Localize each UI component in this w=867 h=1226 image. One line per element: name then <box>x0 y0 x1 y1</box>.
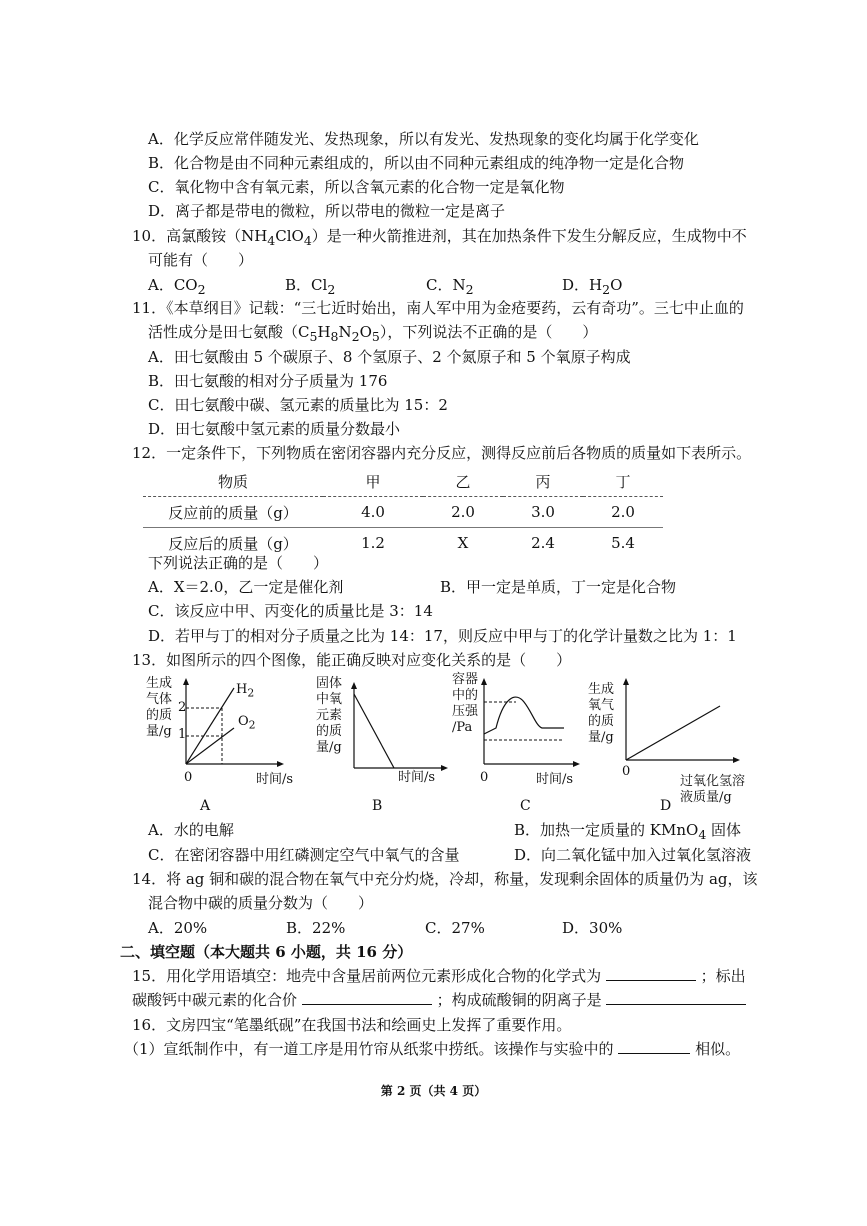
table-cell: 2.4 <box>531 534 555 552</box>
table-header-row <box>143 466 663 497</box>
graph-c-ylabel-4: /Pa <box>452 720 473 735</box>
graph-a-caption: A <box>200 798 211 814</box>
graph-a-tick-2: 2 <box>178 700 187 715</box>
graph-d-ylabel-4: 量/g <box>588 730 614 745</box>
graph-b-ylabel-3: 元素 <box>316 708 343 723</box>
q11-option-a: A．田七氨酸由 5 个碳原子、8 个氢原子、2 个氮原子和 5 个氧原子构成 <box>148 348 631 366</box>
graph-d-ylabel-3: 的质 <box>588 714 615 729</box>
graph-c-ylabel-1: 容器 <box>452 672 479 687</box>
table-header-cell: 物质 <box>143 466 323 497</box>
q13-graph-d <box>586 678 756 808</box>
q15-blank-1[interactable] <box>606 966 696 981</box>
q14-option-b: B．22% <box>286 919 346 937</box>
q13-graph-c <box>446 672 596 802</box>
q11-stem: 11．《本草纲目》记载：“三七近时始出，南人军中用为金疮要药，云有奇功”。三七中止血的 <box>132 299 744 317</box>
graph-d-xlabel-2: 液质量/g <box>680 790 732 805</box>
graph-b-xlabel: 时间/s <box>398 770 436 785</box>
table-header-cell: 丁 <box>583 466 663 497</box>
q9-option-c: C．氧化物中含有氧元素，所以含氧元素的化合物一定是氧化物 <box>148 178 565 196</box>
q14-option-a: A．20% <box>148 919 208 937</box>
graph-a-tick-1: 1 <box>178 727 187 742</box>
section-title-fill-blank: 二、填空题（本大题共 6 小题，共 16 分） <box>120 943 413 961</box>
q16-stem: 16．文房四宝“笔墨纸砚”在我国书法和绘画史上发挥了重要作用。 <box>132 1016 572 1034</box>
q12-stem: 12．一定条件下，下列物质在密闭容器内充分反应，测得反应前后各物质的质量如下表所示。 <box>132 444 752 462</box>
graph-c-ylabel-3: 压强 <box>452 704 479 719</box>
q10-option-b: B．$Cl_2$ <box>285 276 336 297</box>
q12-prompt: 下列说法正确的是（ ） <box>148 554 329 572</box>
q12-option-b: B．甲一定是单质，丁一定是化合物 <box>440 578 677 596</box>
graph-a-ylabel-3: 的质 <box>146 708 173 723</box>
q13-graph-a <box>140 672 300 802</box>
graph-b-ylabel-2: 中氧 <box>316 692 343 707</box>
graph-d-caption: D <box>660 798 672 814</box>
q9-option-b: B．化合物是由不同种元素组成的，所以由不同种元素组成的纯净物一定是化合物 <box>148 154 685 172</box>
q12-option-d: D．若甲与丁的相对分子质量之比为 14：17，则反应中甲与丁的化学计量数之比为 1：1 <box>148 627 737 645</box>
graph-a-ylabel-2: 气体 <box>146 692 173 707</box>
q13-option-c: C．在密闭容器中用红磷测定空气中氧气的含量 <box>148 846 460 864</box>
table-header-cell: 丙 <box>503 466 583 497</box>
graph-c-xlabel: 时间/s <box>536 772 574 787</box>
graph-d-ylabel-2: 氧气 <box>588 698 615 713</box>
table-header-cell: 甲 <box>323 466 423 497</box>
graph-a-ylabel-1: 生成 <box>146 676 173 691</box>
q9-option-a: A．化学反应常伴随发光、发热现象，所以有发光、发热现象的变化均属于化学变化 <box>148 130 699 148</box>
q9-option-d: D．离子都是带电的微粒，所以带电的微粒一定是离子 <box>148 202 506 220</box>
graph-b-ylabel-5: 量/g <box>316 740 342 755</box>
graph-c-origin: 0 <box>480 770 489 785</box>
graph-a-xlabel: 时间/s <box>256 772 294 787</box>
q13-stem: 13．如图所示的四个图像，能正确反映对应变化关系的是（ ） <box>132 651 572 669</box>
graph-a-ylabel-4: 量/g <box>146 724 172 739</box>
q10-option-c: C．$N_2$ <box>426 276 474 297</box>
q10-option-d: D．$H_2O$ <box>562 276 623 297</box>
graph-d-ylabel-1: 生成 <box>588 682 615 697</box>
q15-blank-2[interactable] <box>302 990 432 1005</box>
q14-stem: 14．将 ag 铜和碳的混合物在氧气中充分灼烧，冷却，称量，发现剩余固体的质量仍为 ag，该 <box>132 870 758 888</box>
q12-option-a: A．X＝2.0，乙一定是催化剂 <box>148 578 344 596</box>
page-footer: 第 2 页（共 4 页） <box>380 1084 487 1098</box>
q13-option-a: A．水的电解 <box>148 821 234 839</box>
graph-b-caption: B <box>372 798 383 814</box>
table-cell: 5.4 <box>611 534 635 552</box>
table-row <box>143 497 663 528</box>
q10-option-a: A．$CO_2$ <box>148 276 206 297</box>
table-header-cell: 乙 <box>423 466 503 497</box>
graph-a-o2-label: $O_2$ <box>238 714 256 732</box>
q11-option-c: C．田七氨酸中碳、氢元素的质量比为 15：2 <box>148 396 448 414</box>
table-cell: 1.2 <box>361 534 385 552</box>
q14-option-c: C．27% <box>425 919 485 937</box>
graph-c-ylabel-2: 中的 <box>452 688 479 703</box>
q11-option-d: D．田七氨酸中氢元素的质量分数最小 <box>148 420 401 438</box>
graph-b-ylabel-1: 固体 <box>316 676 343 691</box>
table-cell: 4.0 <box>323 497 423 528</box>
q16-part1: （1）宣纸制作中，有一道工序是用竹帘从纸浆中捞纸。该操作与实验中的 相似。 <box>124 1040 741 1058</box>
q15-stem-line2: 碳酸钙中碳元素的化合价 ；构成硫酸铜的阴离子是 <box>132 990 746 1010</box>
q13-graph-b <box>314 676 464 806</box>
graph-d-xlabel-1: 过氧化氢溶 <box>680 774 746 789</box>
table-cell: 3.0 <box>503 497 583 528</box>
graph-c-caption: C <box>520 798 531 814</box>
q15-blank-3[interactable] <box>606 990 746 1005</box>
table-cell: 2.0 <box>423 497 503 528</box>
q11-stem-line2: 活性成分是田七氨酸$(C_5H_8N_2O_5)$，下列说法不正确的是（ ） <box>148 323 598 344</box>
q12-mass-table <box>143 466 663 558</box>
table-cell: 反应后的质量（g） <box>168 534 298 553</box>
q14-stem-line2: 混合物中碳的质量分数为（ ） <box>148 894 374 912</box>
q10-stem: 10．高氯酸铵$(NH_4ClO_4)$是一种火箭推进剂，其在加热条件下发生分解反应，生成物中不 <box>132 227 747 248</box>
graph-b-ylabel-4: 的质 <box>316 724 343 739</box>
q15-stem: 15．用化学用语填空：地壳中含量居前两位元素形成化合物的化学式为 ；标出 <box>132 967 746 985</box>
table-cell: 反应前的质量（g） <box>143 497 323 528</box>
q16-blank-1[interactable] <box>618 1039 690 1054</box>
q12-option-c: C．该反应中甲、丙变化的质量比是 3：14 <box>148 602 433 620</box>
q10-stem-line2: 可能有（ ） <box>148 251 254 269</box>
table-cell: 2.0 <box>583 497 663 528</box>
graph-d-origin: 0 <box>622 764 631 779</box>
graph-a-origin: 0 <box>184 770 193 785</box>
q13-option-b: B．加热一定质量的 KMnO$_4$ 固体 <box>514 821 742 842</box>
q13-option-d: D．向二氧化锰中加入过氧化氢溶液 <box>514 846 752 864</box>
graph-a-h2-label: $H_2$ <box>236 682 255 700</box>
q14-option-d: D．30% <box>562 919 623 937</box>
table-cell: X <box>457 534 469 552</box>
q11-option-b: B．田七氨酸的相对分子质量为 176 <box>148 372 388 390</box>
